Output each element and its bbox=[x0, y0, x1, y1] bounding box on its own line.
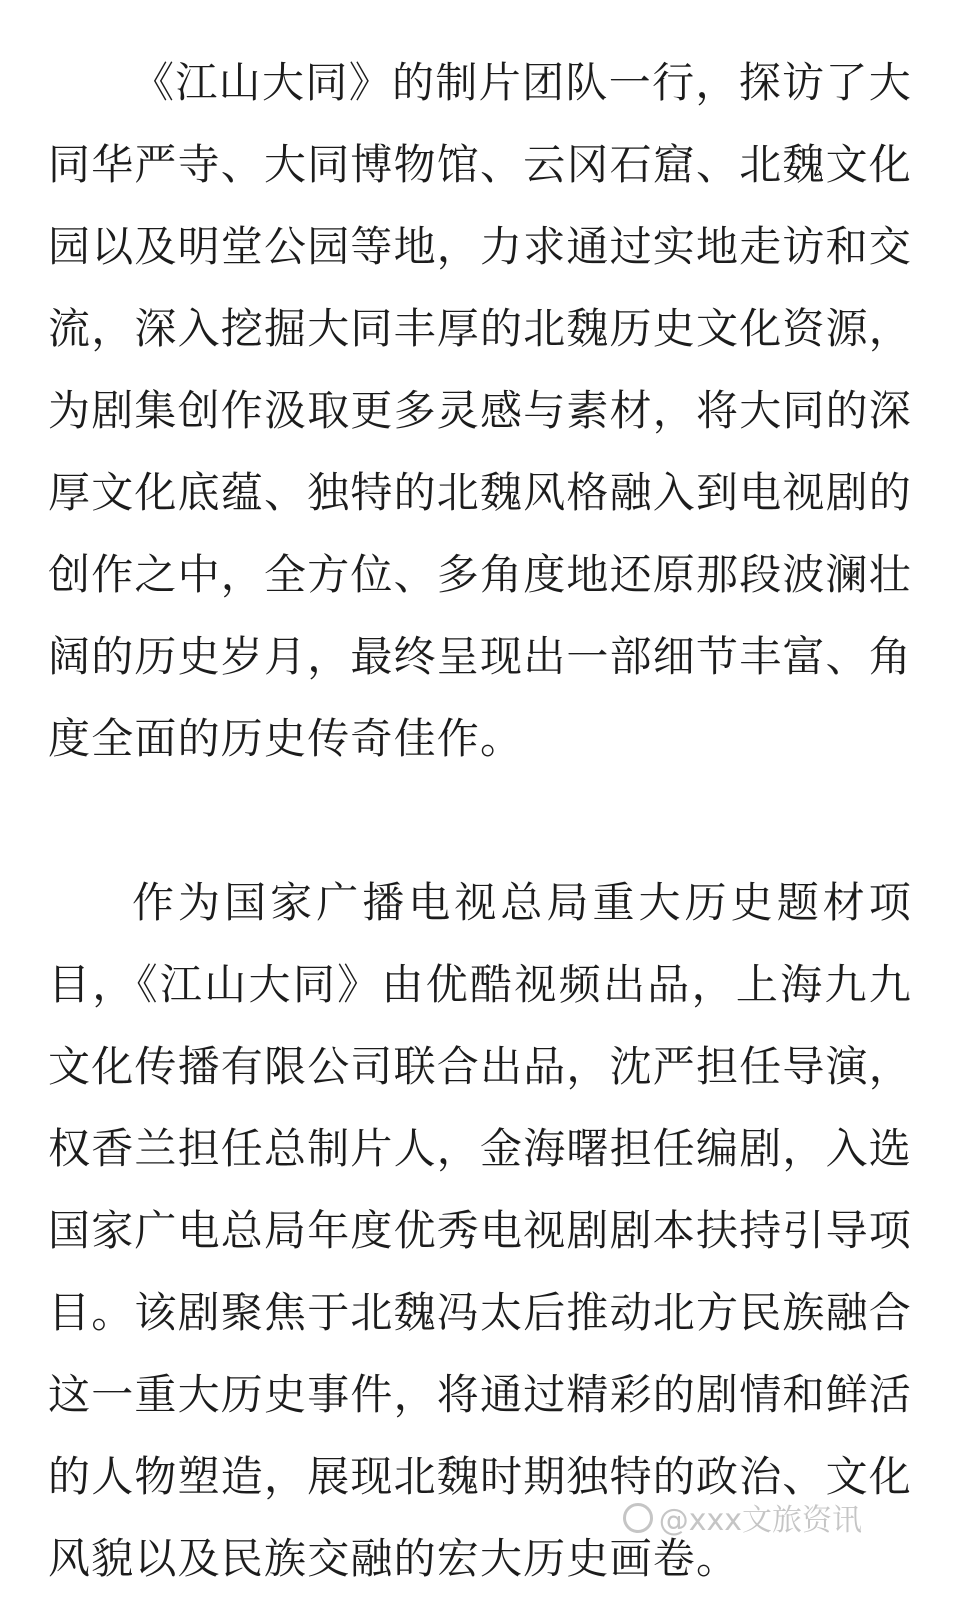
paragraph-1: 《江山大同》的制片团队一行，探访了大同华严寺、大同博物馆、云冈石窟、北魏文化园以及明堂公园等地，力求通过实地走访和交流，深入挖掘大同丰厚的北魏历史文化资源，为剧集创作汲取更多灵感与素材，将大同的深厚文化底蕴、独特的北魏风格融入到电视剧的创作之中，全方位、多角度地还原那段波澜壮阔的历史岁月，最终呈现出一部细节丰富、角度全面的历史传奇佳作。 bbox=[48, 58, 913, 763]
watermark-text: @xxx文旅资讯 bbox=[658, 1503, 862, 1538]
paragraph-2: 作为国家广播电视总局重大历史题材项目，《江山大同》由优酷视频出品，上海九九文化传播有限公司联合出品，沈严担任导演，权香兰担任总制片人，金海曙担任编剧，入选国家广电总局年度优秀电视剧剧本扶持引导项目。该剧聚焦于北魏冯太后推动北方民族融合这一重大历史事件，将通过精彩的剧情和鲜活的人物塑造，展现北魏时期独特的政治、文化风貌以及民族交融的宏大历史画卷。 bbox=[48, 878, 913, 1583]
watermark bbox=[623, 1503, 862, 1538]
article-body bbox=[48, 42, 912, 1600]
weibo-logo-icon bbox=[623, 1503, 653, 1533]
